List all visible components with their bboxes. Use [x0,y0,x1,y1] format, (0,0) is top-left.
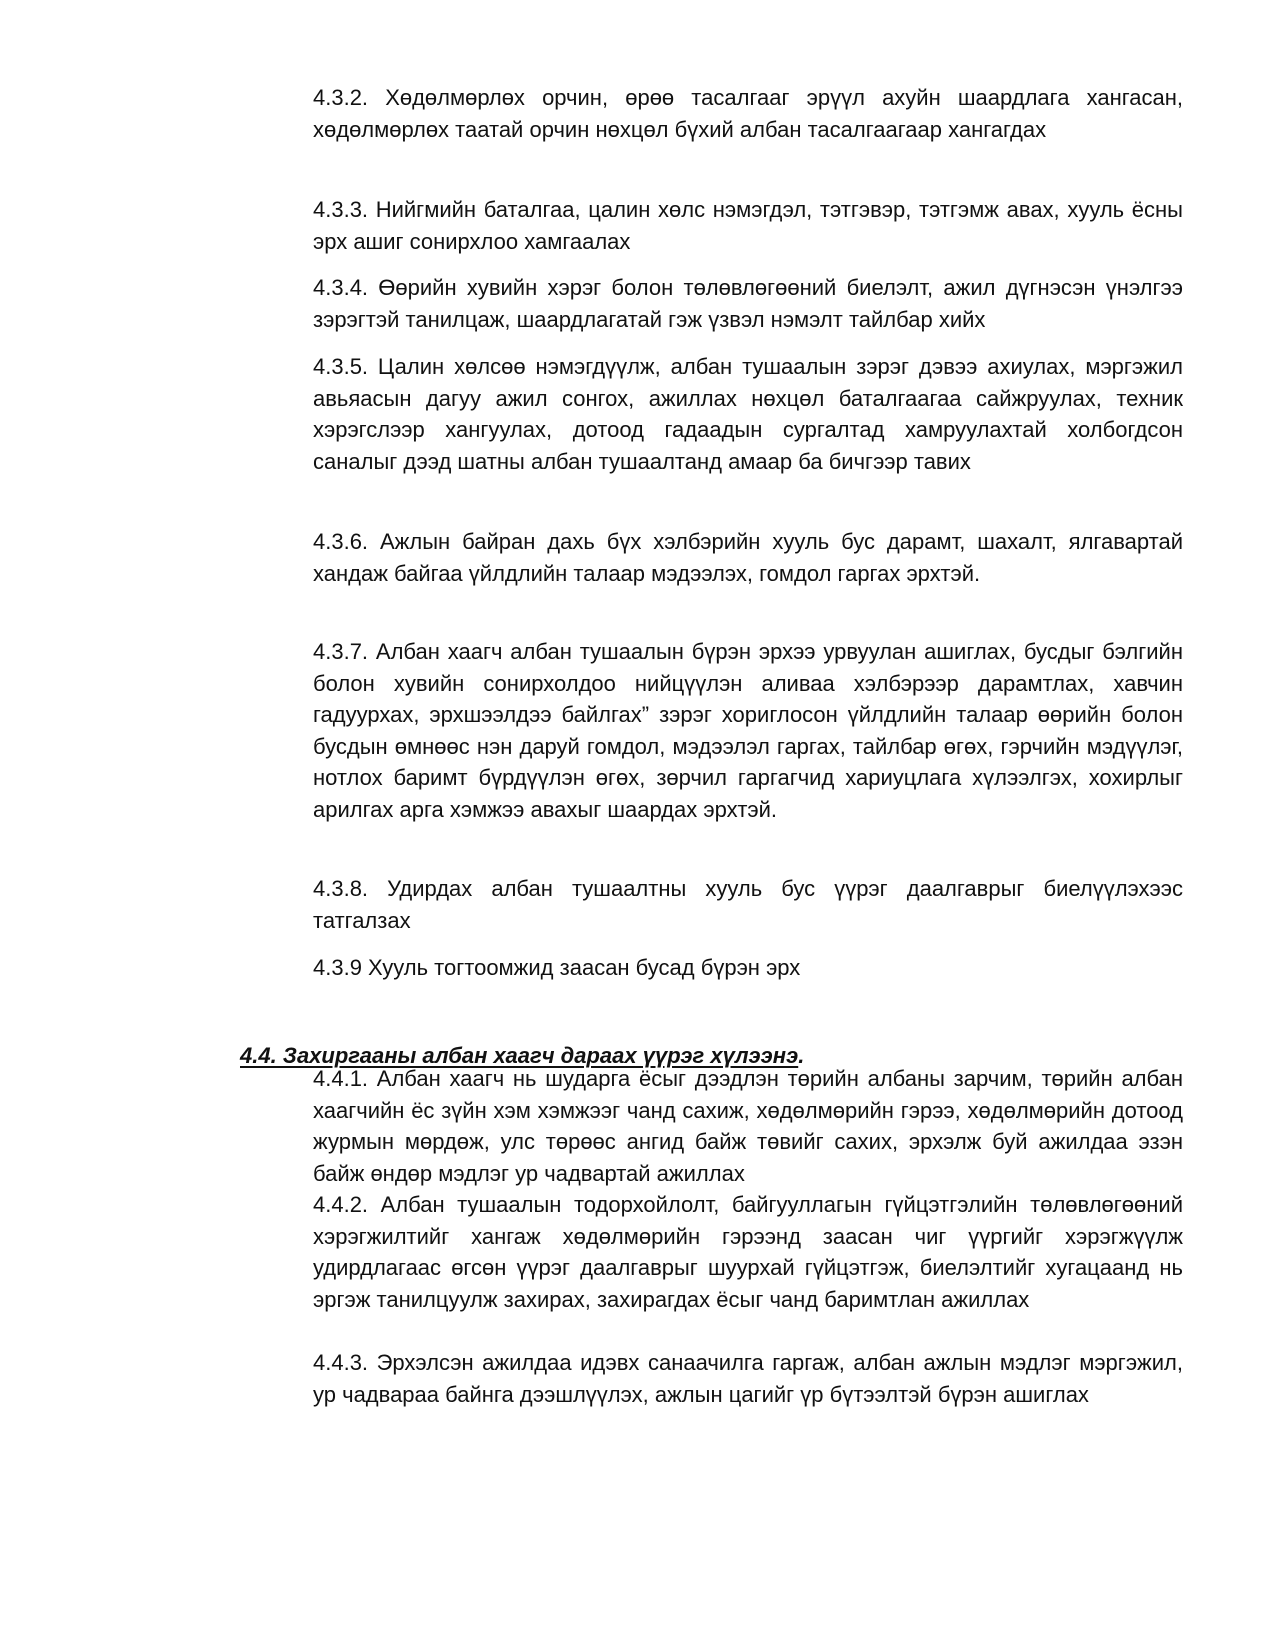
section-heading-text: 4.4. Захиргааны албан хаагч дараах үүрэг хүлээнэ [240,1043,799,1068]
section-heading-period: . [798,1043,805,1068]
clause-4-3-7: 4.3.7. Албан хаагч албан тушаалын бүрэн эрхээ урвуулан ашиглах, бусдыг бэлгийн болон хувийн сонирхолдоо нийцүүлэн аливаа хэлбэрээр дарамтлах, хавчин гадуурхах, эрхшээлдээ байлгах” зэрэг хориглосон үйлдлийн талаар өөрийн болон бусдын өмнөөс нэн даруй гомдол, мэдээлэл гаргах, тайлбар өгөх, гэрчийн мэдүүлэг, нотлох баримт бүрдүүлэн өгөх, зөрчил гаргагчид хариуцлага хүлээлгэх, хохирлыг арилгах арга хэмжээ авахыг шаардах эрхтэй. [313,639,1183,822]
clause-4-3-8: 4.3.8. Удирдах албан тушаалтны хууль бус үүрэг даалгаврыг биелүүлэхээс татгалзах [313,876,1183,933]
clause-4-4-3: 4.4.3. Эрхэлсэн ажилдаа идэвх санаачилга гаргаж, албан ажлын мэдлэг мэргэжил, ур чадвараа байнга дээшлүүлэх, ажлын цагийг үр бүтээлтэй бүрэн ашиглах [313,1350,1183,1407]
clause-4-3-4: 4.3.4. Өөрийн хувийн хэрэг болон төлөвлөгөөний биелэлт, ажил дүгнэсэн үнэлгээ зэрэгтэй танилцаж, шаардлагатай гэж үзвэл нэмэлт тайлбар хийх [313,275,1183,332]
clause-4-3-6: 4.3.6. Ажлын байран дахь бүх хэлбэрийн хууль бус дарамт, шахалт, ялгавартай хандаж байгаа үйлдлийн талаар мэдээлэх, гомдол гаргах эрхтэй. [313,529,1183,586]
clause-4-3-3: 4.3.3. Нийгмийн баталгаа, цалин хөлс нэмэгдэл, тэтгэвэр, тэтгэмж авах, хууль ёсны эрх ашиг сонирхлоо хамгаалах [313,197,1183,254]
clause-4-4-1: 4.4.1. Албан хаагч нь шударга ёсыг дээдлэн төрийн албаны зарчим, төрийн албан хаагчийн ёс зүйн хэм хэмжээг чанд сахиж, хөдөлмөрийн гэрээ, хөдөлмөрийн дотоод журмын мөрдөж, улс төрөөс ангид байж төвийг сахих, эрхэлж буй ажилдаа эзэн байж өндөр мэдлэг ур чадвартай ажиллах [313,1066,1183,1186]
clause-4-3-5: 4.3.5. Цалин хөлсөө нэмэгдүүлж, албан тушаалын зэрэг дэвээ ахиулах, мэргэжил авьяасын дагуу ажил сонгох, ажиллах нөхцөл баталгаагаа сайжруулах, техник хэрэгслээр хангуулах, дотоод гадаадын сургалтад хамруулахтай холбогдсон саналыг дээд шатны албан тушаалтанд амаар ба бичгээр тавих [313,354,1183,474]
clause-4-3-2: 4.3.2. Хөдөлмөрлөх орчин, өрөө тасалгааг эрүүл ахуйн шаардлага хангасан, хөдөлмөрлөх таатай орчин нөхцөл бүхий албан тасалгаагаар хангагдах [313,85,1183,142]
clause-4-3-9: 4.3.9 Хууль тогтоомжид заасан бусад бүрэн эрх [313,955,801,980]
clause-4-4-2: 4.4.2. Албан тушаалын тодорхойлолт, байгууллагын гүйцэтгэлийн төлөвлөгөөний хэрэгжилтийг хангаж хөдөлмөрийн гэрээнд заасан чиг үүргийг хэрэгжүүлж удирдлагаас өгсөн үүрэг даалгаврыг шуурхай гүйцэтгэж, биелэлтийг хугацаанд нь эргэж танилцуулж захирах, захирагдах ёсыг чанд баримтлан ажиллах [313,1192,1183,1312]
